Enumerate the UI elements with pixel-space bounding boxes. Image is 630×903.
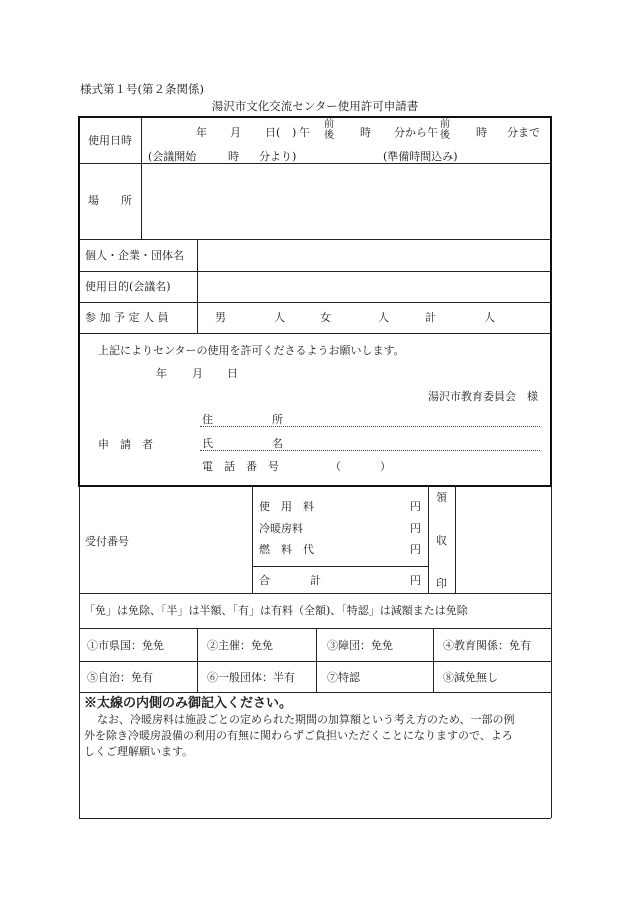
request-statement: 上記によりセンターの使用を許可くださるようお願いします。 <box>98 344 405 357</box>
phone-paren-close: ） <box>380 460 391 473</box>
fee-total-label-1: 合 <box>259 574 270 587</box>
name-label-2: 名 <box>272 437 283 450</box>
category-1: ①市県国：免免 <box>87 639 164 652</box>
exemption-note: 「免」は免除、「半」は半額、「有」は有料（全額)、「特認」は減額または免除 <box>84 604 468 617</box>
request-day: 日 <box>227 367 238 380</box>
attendees-total-unit: 人 <box>484 311 495 324</box>
request-month: 月 <box>192 367 203 380</box>
start-hour: 時 <box>360 126 371 139</box>
date-paren-close: ) <box>292 126 297 139</box>
fee-fuel-label: 燃 料 代 <box>259 543 314 556</box>
addressee: 湯沢市教育委員会 様 <box>428 390 538 403</box>
fee-aircon-yen: 円 <box>410 522 421 535</box>
purpose-field[interactable] <box>200 274 548 300</box>
stamp-char-1: 領 <box>436 491 447 504</box>
meeting-minute: 分より) <box>259 150 297 163</box>
address-line[interactable] <box>200 426 540 427</box>
category-6: ⑥一般団体：半有 <box>207 671 295 684</box>
fee-aircon-label: 冷暖房料 <box>259 522 303 535</box>
purpose-label: 使用目的(会議名) <box>85 280 171 293</box>
category-2: ②主催：免免 <box>207 639 273 652</box>
category-7: ⑦特認 <box>327 671 360 684</box>
place-label: 場 所 <box>88 194 132 207</box>
name-line[interactable] <box>200 450 540 451</box>
date-day: 日( <box>265 126 281 139</box>
footer-body-line-2: 外を除き冷暖房設備の利用の有無に関わらずご負担いただくことになりますので、よろ <box>84 729 513 742</box>
name-label-1: 氏 <box>202 437 213 450</box>
form-number: 様式第１号(第２条関係) <box>80 82 204 96</box>
form-title: 湯沢市文化交流センター使用許可申請書 <box>211 99 419 113</box>
ampm-choice-2: 前 後 <box>440 119 450 141</box>
attendees-label: 参 加 予 定 人 員 <box>85 311 169 324</box>
category-3: ③障団：免免 <box>327 639 393 652</box>
date-ampm-1: 午 <box>299 126 310 139</box>
ampm-choice-1: 前 後 <box>324 119 334 141</box>
phone-paren-open: （ <box>330 460 341 473</box>
phone-label: 電 話 番 号 <box>202 460 279 473</box>
place-field[interactable] <box>144 166 548 236</box>
fee-total-yen: 円 <box>410 574 421 587</box>
end-minute: 分まで <box>507 126 540 139</box>
category-5: ⑤自治：免有 <box>87 671 153 684</box>
stamp-char-3: 印 <box>436 577 447 590</box>
request-year: 年 <box>156 367 167 380</box>
fee-fuel-yen: 円 <box>410 543 421 556</box>
footer-heading: ※太線の内側のみ御記入ください。 <box>84 696 293 711</box>
attendees-female: 女 <box>320 311 331 324</box>
category-4: ④教育関係：免有 <box>443 639 531 652</box>
meeting-start-label: (会議開始 <box>148 150 197 163</box>
fee-total-label-2: 計 <box>310 574 321 587</box>
end-hour: 時 <box>476 126 487 139</box>
receipt-number-label: 受付番号 <box>85 535 129 548</box>
usage-datetime-label: 使用日時 <box>88 134 132 147</box>
prep-time-note: (準備時間込み) <box>383 150 458 163</box>
applicant-name-field[interactable] <box>200 242 548 269</box>
address-label-1: 住 <box>202 413 213 426</box>
date-month: 月 <box>230 126 241 139</box>
attendees-male: 男 <box>215 311 226 324</box>
attendees-male-unit: 人 <box>274 311 285 324</box>
meeting-hour: 時 <box>228 150 239 163</box>
attendees-female-unit: 人 <box>378 311 389 324</box>
address-label-2: 所 <box>272 413 283 426</box>
date-year: 年 <box>196 126 207 139</box>
fee-usage-yen: 円 <box>410 500 421 513</box>
applicant-label: 申 請 者 <box>98 438 153 451</box>
footer-body-line-1: なお、冷暖房料は施設ごとの定められた期間の加算額という考え方のため、一部の例 <box>97 713 515 726</box>
footer-body-line-3: しくご理解願います。 <box>84 745 194 758</box>
category-8: ⑧減免無し <box>443 671 498 684</box>
attendees-total: 計 <box>425 311 436 324</box>
start-minute: 分から午 <box>394 126 438 139</box>
applicant-name-label: 個人・企業・団体名 <box>85 249 184 262</box>
fee-usage-label: 使 用 料 <box>259 500 314 513</box>
stamp-char-2: 収 <box>436 534 447 547</box>
